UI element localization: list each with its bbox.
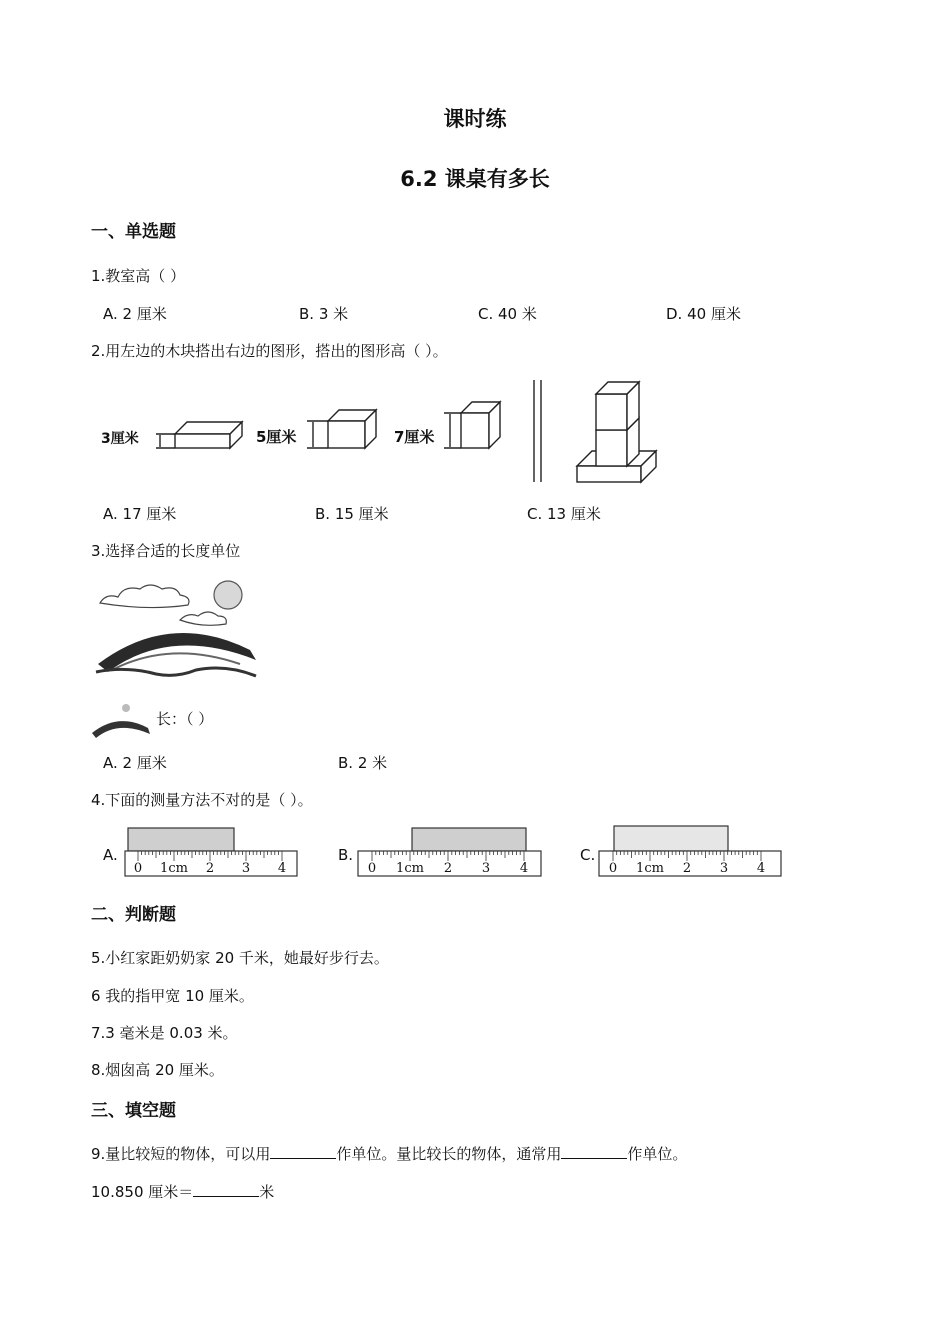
question-9 <box>91 1143 687 1164</box>
ruler-b-label-0: 0 <box>367 861 377 876</box>
question-2: 2.用左边的木块搭出右边的图形，搭出的图形高（ ）。 <box>91 342 448 360</box>
ruler-c-label-2: 2 <box>682 861 692 876</box>
block-label-7cm: 7厘米 <box>394 428 435 446</box>
q10-blank[interactable] <box>193 1182 259 1197</box>
ruler-c-label-4: 4 <box>756 861 766 876</box>
q2-option-b[interactable]: B. 15 厘米 <box>315 505 389 523</box>
q3-option-a[interactable]: A. 2 厘米 <box>103 754 167 772</box>
q9-part-c: 作单位。 <box>627 1145 688 1163</box>
ruler-a-label-3: 3 <box>241 861 251 876</box>
question-4: 4.下面的测量方法不对的是（ ）。 <box>91 791 313 809</box>
ruler-b-label-1: 1cm <box>396 861 424 876</box>
question-3: 3.选择合适的长度单位 <box>91 542 241 560</box>
q1-option-b[interactable]: B. 3 米 <box>299 305 349 323</box>
block-label-3cm: 3厘米 <box>101 431 139 447</box>
measured-block-b <box>412 828 526 851</box>
question-6: 6 我的指甲宽 10 厘米。 <box>91 987 254 1005</box>
block-label-5cm: 5厘米 <box>256 428 297 446</box>
q3-suffix: 长：（ ） <box>156 710 214 728</box>
q1-option-a[interactable]: A. 2 厘米 <box>103 305 167 323</box>
page-subtitle: 6.2 课桌有多长 <box>400 167 550 191</box>
question-10 <box>91 1181 274 1202</box>
ruler-b-label-2: 2 <box>443 861 453 876</box>
q1-option-c[interactable]: C. 40 米 <box>478 305 537 323</box>
section-heading-fill-in: 三、填空题 <box>91 1101 176 1121</box>
ruler-a-label-1: 1cm <box>160 861 188 876</box>
q2-option-a[interactable]: A. 17 厘米 <box>103 505 177 523</box>
ruler-a-label-4: 4 <box>277 861 287 876</box>
q4-option-c-label[interactable]: C. <box>580 846 596 864</box>
measured-block-c <box>614 826 728 851</box>
ruler-c-label-0: 0 <box>608 861 618 876</box>
question-8: 8.烟囱高 20 厘米。 <box>91 1061 224 1079</box>
ruler-c-label-1: 1cm <box>636 861 664 876</box>
ruler-a-label-2: 2 <box>205 861 215 876</box>
ruler-b-label-4: 4 <box>519 861 529 876</box>
page-title: 课时练 <box>443 107 507 131</box>
section-heading-true-false: 二、判断题 <box>91 905 176 925</box>
q4-option-b-label[interactable]: B. <box>338 846 354 864</box>
q9-blank-1[interactable] <box>270 1144 336 1159</box>
q10-part-a: 10.850 厘米＝ <box>91 1183 194 1201</box>
q10-part-b: 米 <box>259 1183 275 1201</box>
q4-option-a-label[interactable]: A. <box>103 846 118 864</box>
q9-part-a: 9.量比较短的物体，可以用 <box>91 1145 271 1163</box>
section-heading-single-choice: 一、单选题 <box>91 222 176 242</box>
ruler-a-label-0: 0 <box>133 861 143 876</box>
q1-option-d[interactable]: D. 40 厘米 <box>666 305 741 323</box>
q3-option-b[interactable]: B. 2 米 <box>338 754 388 772</box>
q9-part-b: 作单位。量比较长的物体，通常用 <box>336 1145 562 1163</box>
ruler-c-label-3: 3 <box>719 861 729 876</box>
question-7: 7.3 毫米是 0.03 米。 <box>91 1024 238 1042</box>
question-5: 5.小红家距奶奶家 20 千米，她最好步行去。 <box>91 949 389 967</box>
q2-option-c[interactable]: C. 13 厘米 <box>527 505 601 523</box>
question-1: 1.教室高（ ） <box>91 267 186 285</box>
q9-blank-2[interactable] <box>561 1144 627 1159</box>
ruler-b-label-3: 3 <box>481 861 491 876</box>
measured-block-a <box>128 828 234 851</box>
